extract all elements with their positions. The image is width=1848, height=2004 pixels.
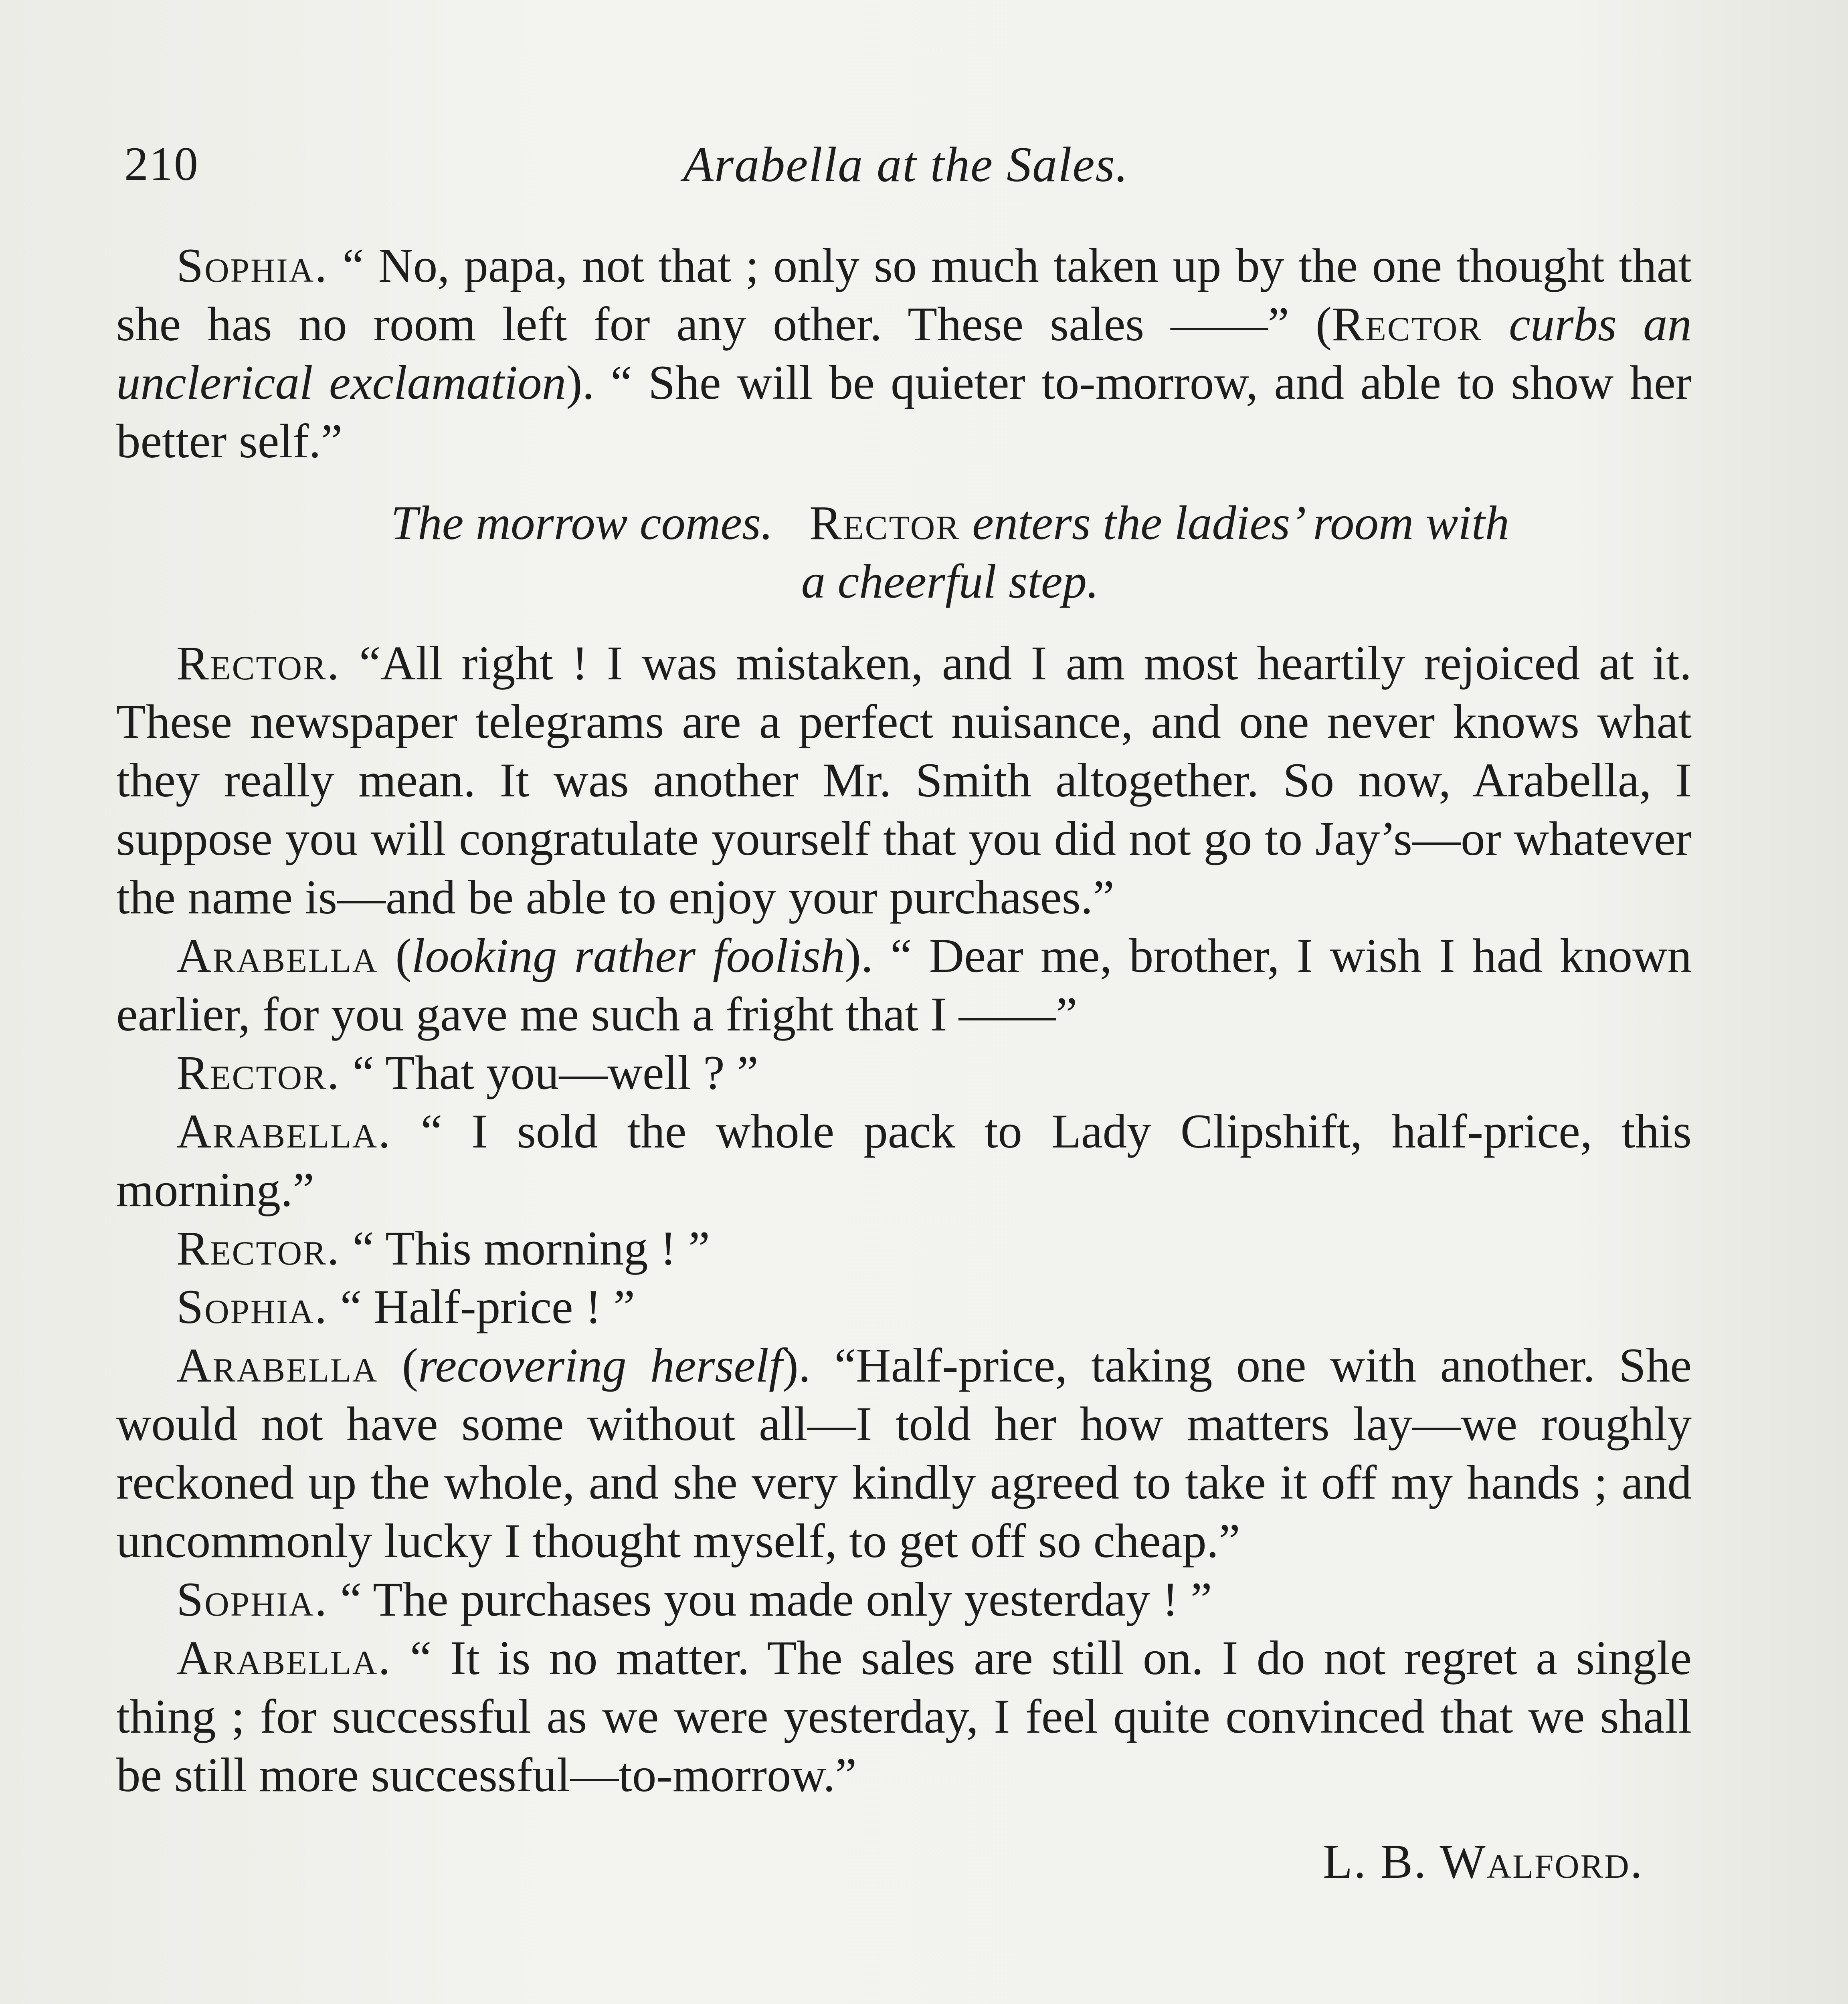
dialogue-text: “ No, papa, not that ; only so much taken up by the one thought that she has no room left for any other. These sales ——” (	[116, 239, 1692, 351]
stage-direction: a cheerful step.	[801, 555, 1099, 608]
dialogue-text: “ This morning ! ”	[340, 1222, 710, 1275]
body-text	[116, 236, 1692, 1939]
speaker-name: Arabella.	[176, 1631, 392, 1685]
speaker-name: Rector	[809, 496, 960, 550]
running-title: Arabella at the Sales.	[683, 137, 1129, 192]
speaker-name: Rector.	[176, 636, 341, 690]
dialogue-text: “Half-price, taking one with another. She would not have some without all—I told her how matters lay—we roughly reckoned up the whole, and she very kindly agreed to take it off my hands ; and uncommonly lucky I thought myself, to get off so cheap.”	[116, 1339, 1692, 1568]
stage-direction: recovering herself	[418, 1339, 782, 1392]
dialogue-text: “ It is no matter. The sales are still on. I do not regret a single thing ; for successful as we were yesterday, I feel quite convinced that we shall be still more successful—to-morrow.”	[116, 1631, 1692, 1802]
paragraph-arabella-3: Arabella (recovering herself). “Half-price, taking one with another. She would not have some without all—I told her how matters lay—we roughly reckoned up the whole, and she very kindly agreed to take it off my hands ; and uncommonly lucky I thought myself, to get off so cheap.”	[116, 1339, 1692, 1568]
speaker-name: Arabella	[176, 1339, 378, 1392]
stage-direction: enters the ladies’ room with	[960, 496, 1510, 550]
speaker-name: Sophia.	[176, 239, 328, 293]
dialogue-text: ). “ She will be quieter to-morrow, and able to show her better self.”	[116, 356, 1692, 468]
speaker-name: Sophia.	[176, 1573, 328, 1626]
author-signature: L. B. Walford.	[1323, 1835, 1644, 1889]
paragraph-sophia-1	[116, 236, 1692, 471]
dialogue-text: “ Dear me, brother, I wish I had known earlier, for you gave me such a fright that I ——”	[116, 929, 1692, 1041]
stage-direction: The morrow comes.	[390, 496, 773, 550]
paragraph-arabella-1: Arabella (looking rather foolish). “ Dear me, brother, I wish I had known earlier, for you gave me such a fright that I ——”	[116, 929, 1692, 1041]
speaker-name: Arabella	[176, 929, 378, 983]
speaker-name: Arabella.	[176, 1105, 392, 1158]
stage-direction: looking rather foolish	[411, 929, 845, 983]
speaker-name: Rector.	[176, 1046, 341, 1100]
stage-direction: curbs an unclerical exclamation	[116, 297, 1692, 410]
paragraph-arabella-2	[116, 1102, 1692, 1219]
page-header	[124, 132, 1688, 192]
paragraph-arabella-4	[116, 1629, 1692, 1804]
page-number: 210	[124, 137, 199, 190]
stage-direction-block	[116, 494, 1692, 611]
paragraph-rector-3	[116, 1219, 1692, 1278]
dialogue-text: “ The purchases you made only yesterday ! ”	[328, 1573, 1212, 1626]
dialogue-text: “ That you—well ? ”	[340, 1046, 758, 1100]
dialogue-text: “ Half-price ! ”	[328, 1280, 635, 1334]
speaker-name: Rector.	[176, 1222, 341, 1275]
paragraph-rector-2	[116, 1044, 1692, 1102]
paragraph-sophia-2	[116, 1278, 1692, 1336]
speaker-name: Sophia.	[176, 1280, 328, 1334]
dialogue-text: “All right ! I was mistaken, and I am most heartily rejoiced at it. These newspaper telegrams are a perfect nuisance, and one never knows what they really mean. It was another Mr. Smith altogether. So now, Arabella, I suppose you will congratulate yourself that you did not go to Jay’s—or whatever the name is—and be able to enjoy your purchases.”	[116, 636, 1692, 924]
paragraph-rector-1	[116, 634, 1692, 927]
speaker-name: Rector	[1332, 297, 1483, 351]
paragraph-sophia-3	[116, 1570, 1692, 1629]
dialogue-text: “ I sold the whole pack to Lady Clipshift, half-price, this morning.”	[116, 1105, 1692, 1217]
